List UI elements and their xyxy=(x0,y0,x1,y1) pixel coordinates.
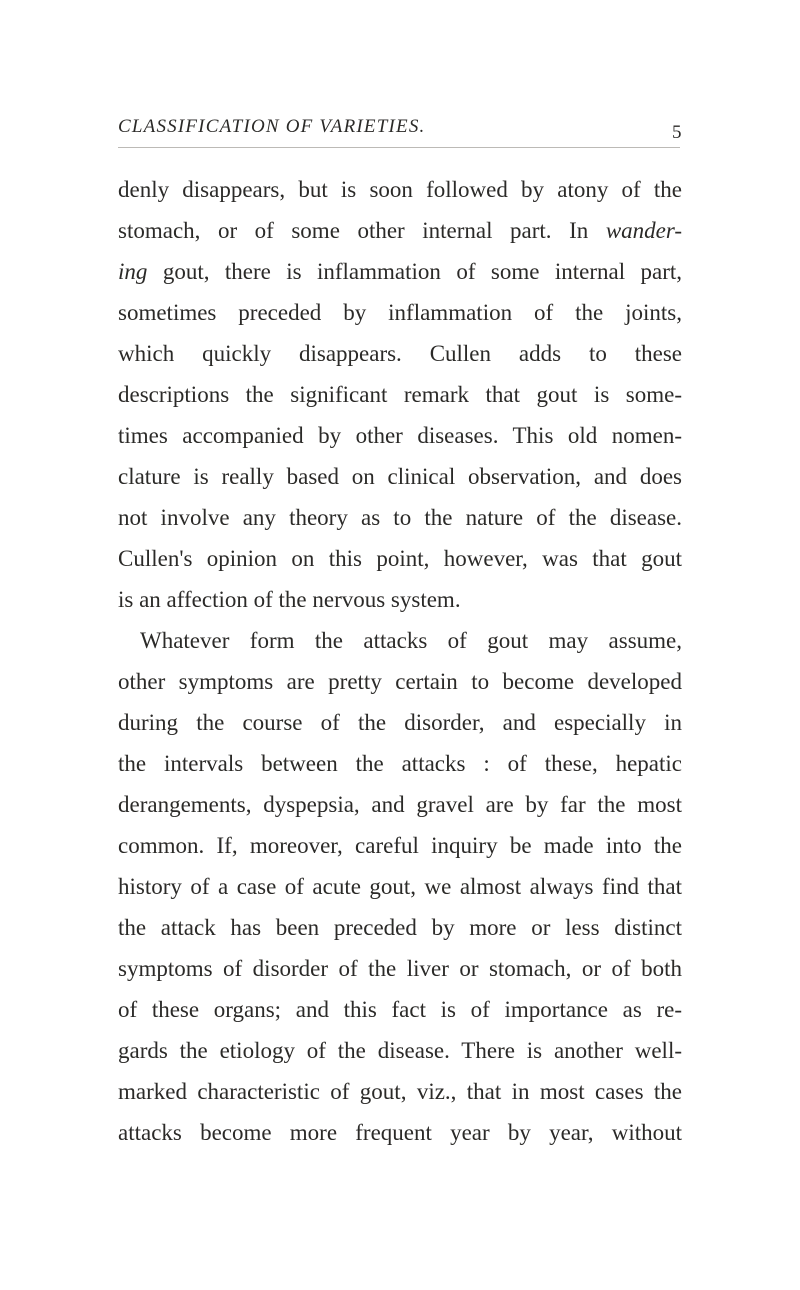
text-fragment: gout, there is inflammation of some internal part, xyxy=(162,259,683,284)
running-head: CLASSIFICATION OF VARIETIES. xyxy=(118,116,426,137)
text-line: other symptoms are pretty certain to become developed xyxy=(118,669,682,694)
text-line: the intervals between the attacks : of these, hepatic xyxy=(118,751,682,776)
text-line: is an affection of the nervous system. xyxy=(118,587,461,612)
text-line xyxy=(118,211,682,251)
text-line: common. If, moreover, careful inquiry be made into the xyxy=(118,833,682,858)
text-line: not involve any theory as to the nature of the disease. xyxy=(118,505,682,530)
text-line: sometimes preceded by inflammation of the joints, xyxy=(118,300,682,325)
text-line: derangements, dyspepsia, and gravel are by far the most xyxy=(118,792,682,817)
text-line: which quickly disappears. Cullen adds to these xyxy=(118,341,682,366)
text-line: marked characteristic of gout, viz., that in most cases the xyxy=(118,1079,682,1104)
text-line: Whatever form the attacks of gout may assume, xyxy=(140,628,682,653)
italic-word: wander- xyxy=(605,218,683,243)
text-line: of these organs; and this fact is of importance as re- xyxy=(118,997,682,1022)
text-line: during the course of the disorder, and especially in xyxy=(118,710,682,735)
text-line: gards the etiology of the disease. There is another well- xyxy=(118,1038,682,1063)
italic-word: ing xyxy=(118,259,148,284)
text-line: the attack has been preceded by more or less distinct xyxy=(118,915,682,940)
text-line: Cullen's opinion on this point, however, was that gout xyxy=(118,546,682,571)
text-line: symptoms of disorder of the liver or stomach, or of both xyxy=(118,956,682,981)
text-line: times accompanied by other diseases. This old nomen- xyxy=(118,423,682,448)
text-line: denly disappears, but is soon followed by atony of the xyxy=(118,177,682,202)
text-line: descriptions the significant remark that gout is some- xyxy=(118,382,682,407)
text-fragment: stomach, or of some other internal part. In xyxy=(118,218,589,243)
text-line: history of a case of acute gout, we almost always find that xyxy=(118,874,682,899)
header-rule xyxy=(118,147,680,148)
text-line: attacks become more frequent year by year, without xyxy=(118,1120,682,1145)
text-line: clature is really based on clinical observation, and does xyxy=(118,464,682,489)
text-line xyxy=(118,252,682,292)
page-number: 5 xyxy=(672,122,682,143)
